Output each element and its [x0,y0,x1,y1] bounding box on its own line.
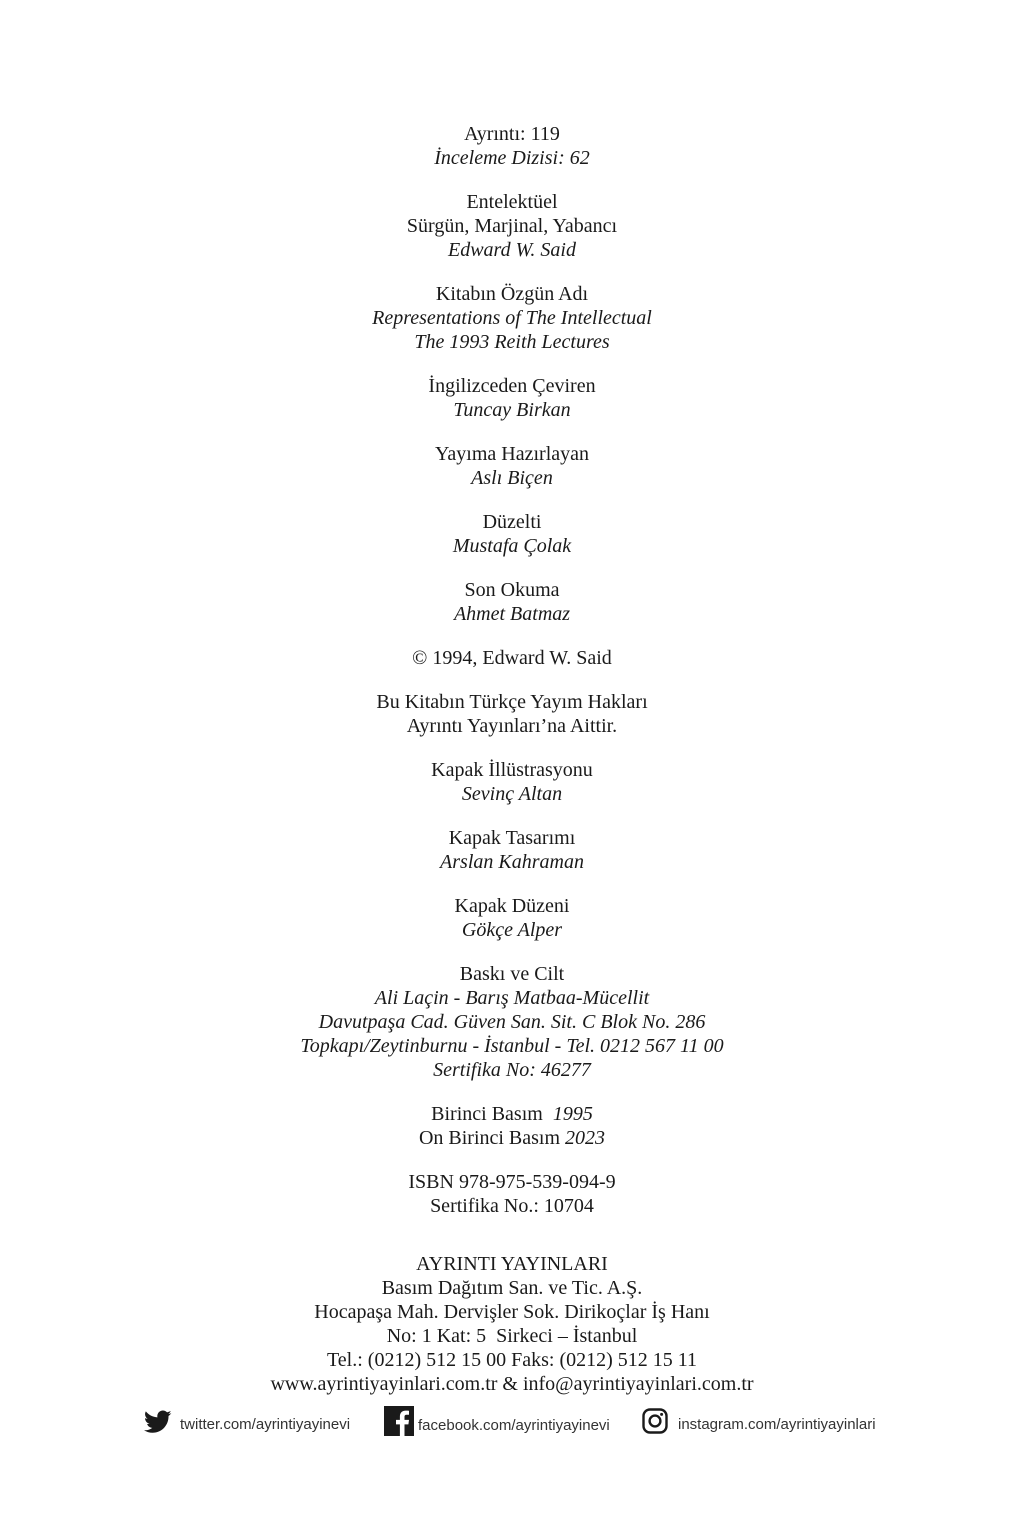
final-reading-label: Son Okuma [464,579,560,601]
correction-block [0,510,1024,558]
social-links [0,1410,1024,1444]
latest-edition-label: On Birinci Basım [418,1127,561,1149]
editor-label: Yayıma Hazırlayan [434,443,590,465]
printing-line-4: Sertifika No: 46277 [433,1059,591,1081]
first-edition-year: 1995 [552,1103,593,1125]
printing-line-2: Davutpaşa Cad. Güven San. Sit. C Blok No. 286 [318,1011,706,1033]
twitter-label: twitter.com/ayrintiyayinevi [180,1415,351,1433]
correction-name: Mustafa Çolak [452,535,572,557]
book-author: Edward W. Said [448,239,576,261]
instagram-link[interactable] [642,1408,876,1438]
facebook-link[interactable] [384,1406,610,1440]
publisher-phone: Tel.: (0212) 512 15 00 Faks: (0212) 512 15 11 [326,1349,698,1371]
latest-edition-year: 2023 [565,1127,606,1149]
printing-block [0,962,1024,1082]
book-title: Entelektüel [466,191,558,213]
publisher-web: www.ayrintiyayinlari.com.tr & info@ayrintiyayinlari.com.tr [270,1373,754,1395]
cover-design-label: Kapak Tasarımı [448,827,576,849]
cover-illustration-name: Sevinç Altan [461,783,563,805]
cover-illustration-block [0,758,1024,806]
final-reading-name: Ahmet Batmaz [453,603,571,625]
final-reading-block [0,578,1024,626]
translator-block [0,374,1024,422]
rights-block [0,690,1024,738]
copyright-block [0,646,1024,670]
first-edition-label: Birinci Basım [431,1103,543,1125]
rights-line-2: Ayrıntı Yayınları’na Aittir. [406,715,618,737]
twitter-icon [144,1410,172,1438]
original-title-block [0,282,1024,354]
series-subseries: İnceleme Dizisi: 62 [434,147,590,169]
series-block [0,122,1024,170]
cover-layout-block [0,894,1024,942]
correction-label: Düzelti [482,511,542,533]
cover-illustration-label: Kapak İllüstrasyonu [431,759,593,781]
colophon [0,122,1024,1416]
editor-name: Aslı Biçen [471,467,553,489]
book-subtitle: Sürgün, Marjinal, Yabancı [406,215,618,237]
translator-label: İngilizceden Çeviren [428,375,596,397]
publisher-name: AYRINTI YAYINLARI [416,1253,608,1275]
original-title-label: Kitabın Özgün Adı [435,283,589,305]
facebook-label: facebook.com/ayrintiyayinevi [418,1416,610,1434]
instagram-label: instagram.com/ayrintiyayinlari [678,1415,876,1433]
certificate-number: Sertifika No.: 10704 [430,1195,594,1217]
printing-label: Baskı ve Cilt [459,963,565,985]
cover-design-block [0,826,1024,874]
series-number: Ayrıntı: 119 [464,123,560,145]
book-block [0,190,1024,262]
isbn: ISBN 978-975-539-094-9 [408,1171,616,1193]
instagram-icon [642,1408,668,1438]
printing-line-1: Ali Laçin - Barış Matbaa-Mücellit [374,987,650,1009]
isbn-block [0,1170,1024,1218]
printing-line-3: Topkapı/Zeytinburnu - İstanbul - Tel. 0212 567 11 00 [300,1035,724,1057]
publisher-company: Basım Dağıtım San. ve Tic. A.Ş. [381,1277,643,1299]
copyright-notice: © 1994, Edward W. Said [412,647,612,669]
rights-line-1: Bu Kitabın Türkçe Yayım Hakları [376,691,648,713]
first-edition [0,1102,1024,1126]
cover-layout-name: Gökçe Alper [461,919,563,941]
publisher-address-1: Hocapaşa Mah. Dervişler Sok. Dirikoçlar İş Hanı [314,1301,710,1323]
latest-edition [0,1126,1024,1150]
publisher-block [0,1252,1024,1396]
editor-block [0,442,1024,490]
original-subtitle: The 1993 Reith Lectures [414,331,610,353]
original-title: Representations of The Intellectual [372,307,652,329]
publisher-address-2: No: 1 Kat: 5 Sirkeci – İstanbul [386,1325,638,1347]
facebook-icon [384,1406,414,1440]
translator-name: Tuncay Birkan [453,399,571,421]
twitter-link[interactable] [144,1410,350,1438]
cover-design-name: Arslan Kahraman [440,851,584,873]
cover-layout-label: Kapak Düzeni [454,895,570,917]
editions-block [0,1102,1024,1150]
